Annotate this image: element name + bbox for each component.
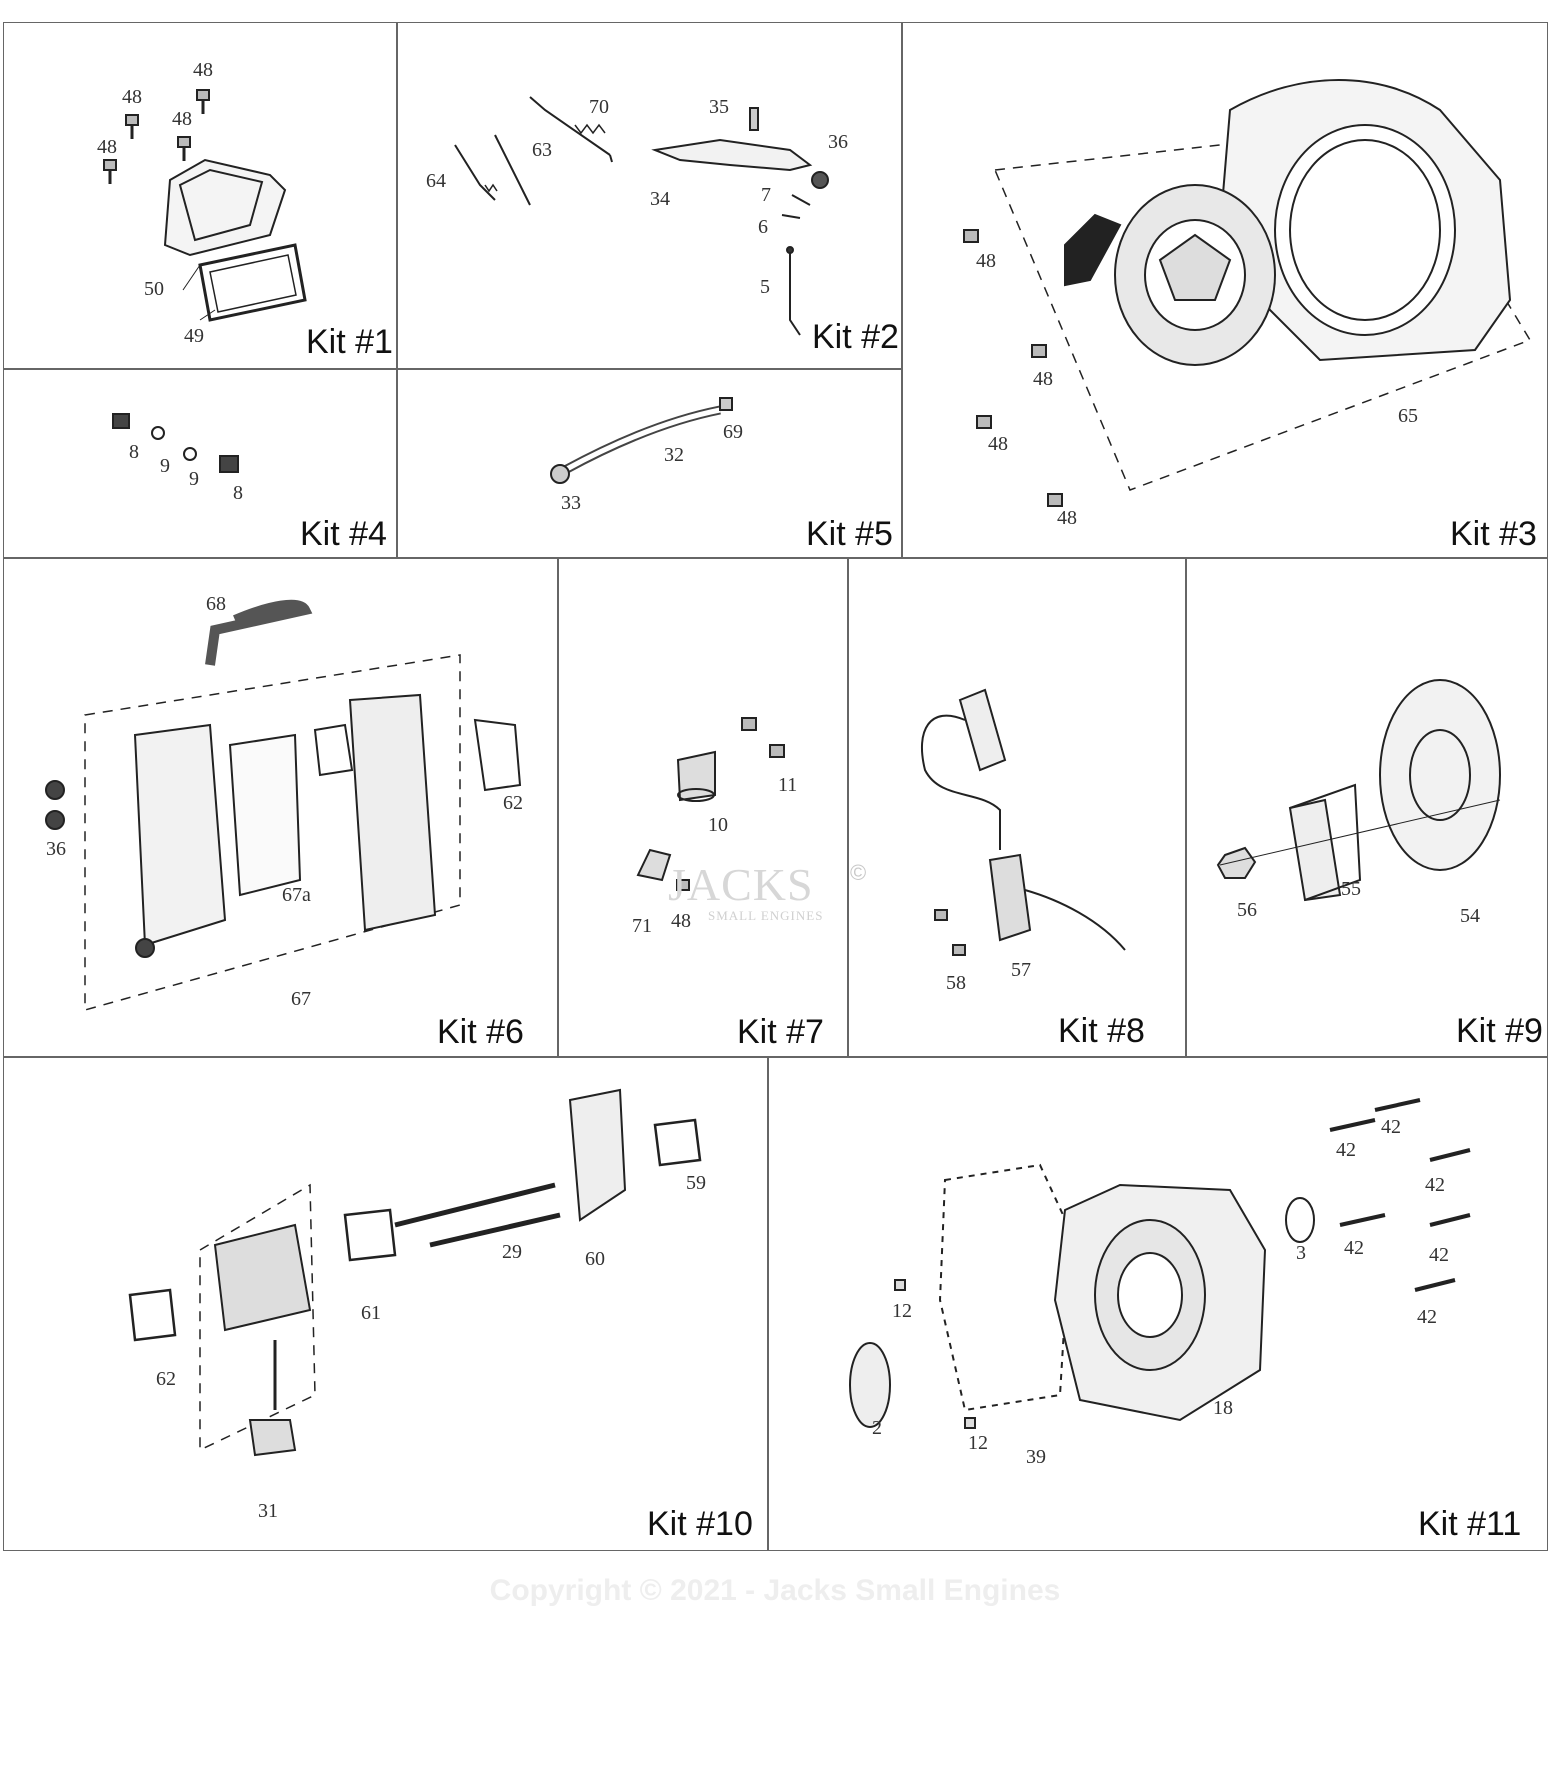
- kit2-label: Kit #2: [812, 318, 899, 356]
- part-number: 64: [426, 170, 446, 192]
- kit10-label: Kit #10: [647, 1505, 753, 1543]
- part-number: 48: [976, 250, 996, 272]
- part-number: 3: [1296, 1242, 1306, 1264]
- kit4-label: Kit #4: [300, 515, 387, 553]
- part-number: 11: [778, 774, 798, 796]
- kit8-label: Kit #8: [1058, 1012, 1145, 1050]
- part-number: 42: [1425, 1174, 1445, 1196]
- part-number: 60: [585, 1248, 605, 1270]
- kit5-label: Kit #5: [806, 515, 893, 553]
- part-number: 8: [129, 441, 139, 463]
- part-number: 57: [1011, 959, 1031, 981]
- watermark-brand: JACKS: [668, 859, 814, 910]
- kit6-art: [46, 605, 520, 1010]
- part-number: 36: [828, 131, 848, 153]
- kit3-label: Kit #3: [1450, 515, 1537, 553]
- part-number: 33: [561, 492, 581, 514]
- part-number: 67: [291, 988, 311, 1010]
- part-number: 10: [708, 814, 728, 836]
- kit1-art: [104, 90, 305, 320]
- part-number: 48: [122, 86, 142, 108]
- part-number: 9: [189, 468, 199, 490]
- part-number: 55: [1341, 878, 1361, 900]
- kit2-art: [455, 97, 828, 335]
- part-number: 70: [589, 96, 609, 118]
- kit5-art: [551, 398, 732, 483]
- part-number: 48: [671, 910, 691, 932]
- part-number: 7: [761, 184, 771, 206]
- part-number: 54: [1460, 905, 1480, 927]
- part-number: 48: [1033, 368, 1053, 390]
- part-number: 49: [184, 325, 204, 347]
- part-number: 62: [156, 1368, 176, 1390]
- part-number: 29: [502, 1241, 522, 1263]
- part-number: 35: [709, 96, 729, 118]
- part-number: 48: [988, 433, 1008, 455]
- part-number: 56: [1237, 899, 1257, 921]
- part-number: 2: [872, 1417, 882, 1439]
- part-number: 42: [1336, 1139, 1356, 1161]
- part-number: 42: [1344, 1237, 1364, 1259]
- part-number: 68: [206, 593, 226, 615]
- part-number: 48: [172, 108, 192, 130]
- part-number: 59: [686, 1172, 706, 1194]
- part-number: 42: [1417, 1306, 1437, 1328]
- part-number: 42: [1429, 1244, 1449, 1266]
- part-number: 62: [503, 792, 523, 814]
- part-number: 48: [97, 136, 117, 158]
- part-number: 34: [650, 188, 670, 210]
- part-number: 18: [1213, 1397, 1233, 1419]
- part-number: 12: [968, 1432, 988, 1454]
- part-number: 39: [1026, 1446, 1046, 1468]
- kit7-label: Kit #7: [737, 1013, 824, 1051]
- part-number: 69: [723, 421, 743, 443]
- kit8-art: [922, 690, 1125, 955]
- part-number: 6: [758, 216, 768, 238]
- kit11-label: Kit #11: [1418, 1505, 1522, 1543]
- part-number: 9: [160, 455, 170, 477]
- part-number: 12: [892, 1300, 912, 1322]
- part-number: 48: [1057, 507, 1077, 529]
- part-number: 8: [233, 482, 243, 504]
- part-number: 63: [532, 139, 552, 161]
- copyright-notice: Copyright © 2021 - Jacks Small Engines: [489, 1574, 1061, 1607]
- part-number: 58: [946, 972, 966, 994]
- part-number: 61: [361, 1302, 381, 1324]
- part-number: 71: [632, 915, 652, 937]
- kit9-art: [1218, 680, 1500, 900]
- watermark-registered-mark: ©: [850, 860, 867, 885]
- part-number: 67a: [282, 884, 311, 906]
- part-number: 48: [193, 59, 213, 81]
- kit3-art: [964, 80, 1530, 506]
- part-number: 36: [46, 838, 66, 860]
- part-number: 5: [760, 276, 770, 298]
- kit10-art: [130, 1090, 700, 1455]
- part-number: 65: [1398, 405, 1418, 427]
- kit1-label: Kit #1: [306, 323, 393, 361]
- jacks-watermark-logo: [668, 820, 878, 940]
- part-number: 32: [664, 444, 684, 466]
- part-number: 31: [258, 1500, 278, 1522]
- kit11-art: [850, 1100, 1470, 1428]
- watermark-subtitle: SMALL ENGINES: [708, 908, 824, 923]
- kit9-label: Kit #9: [1456, 1012, 1543, 1050]
- part-number: 42: [1381, 1116, 1401, 1138]
- kit6-label: Kit #6: [437, 1013, 524, 1051]
- part-number: 50: [144, 278, 164, 300]
